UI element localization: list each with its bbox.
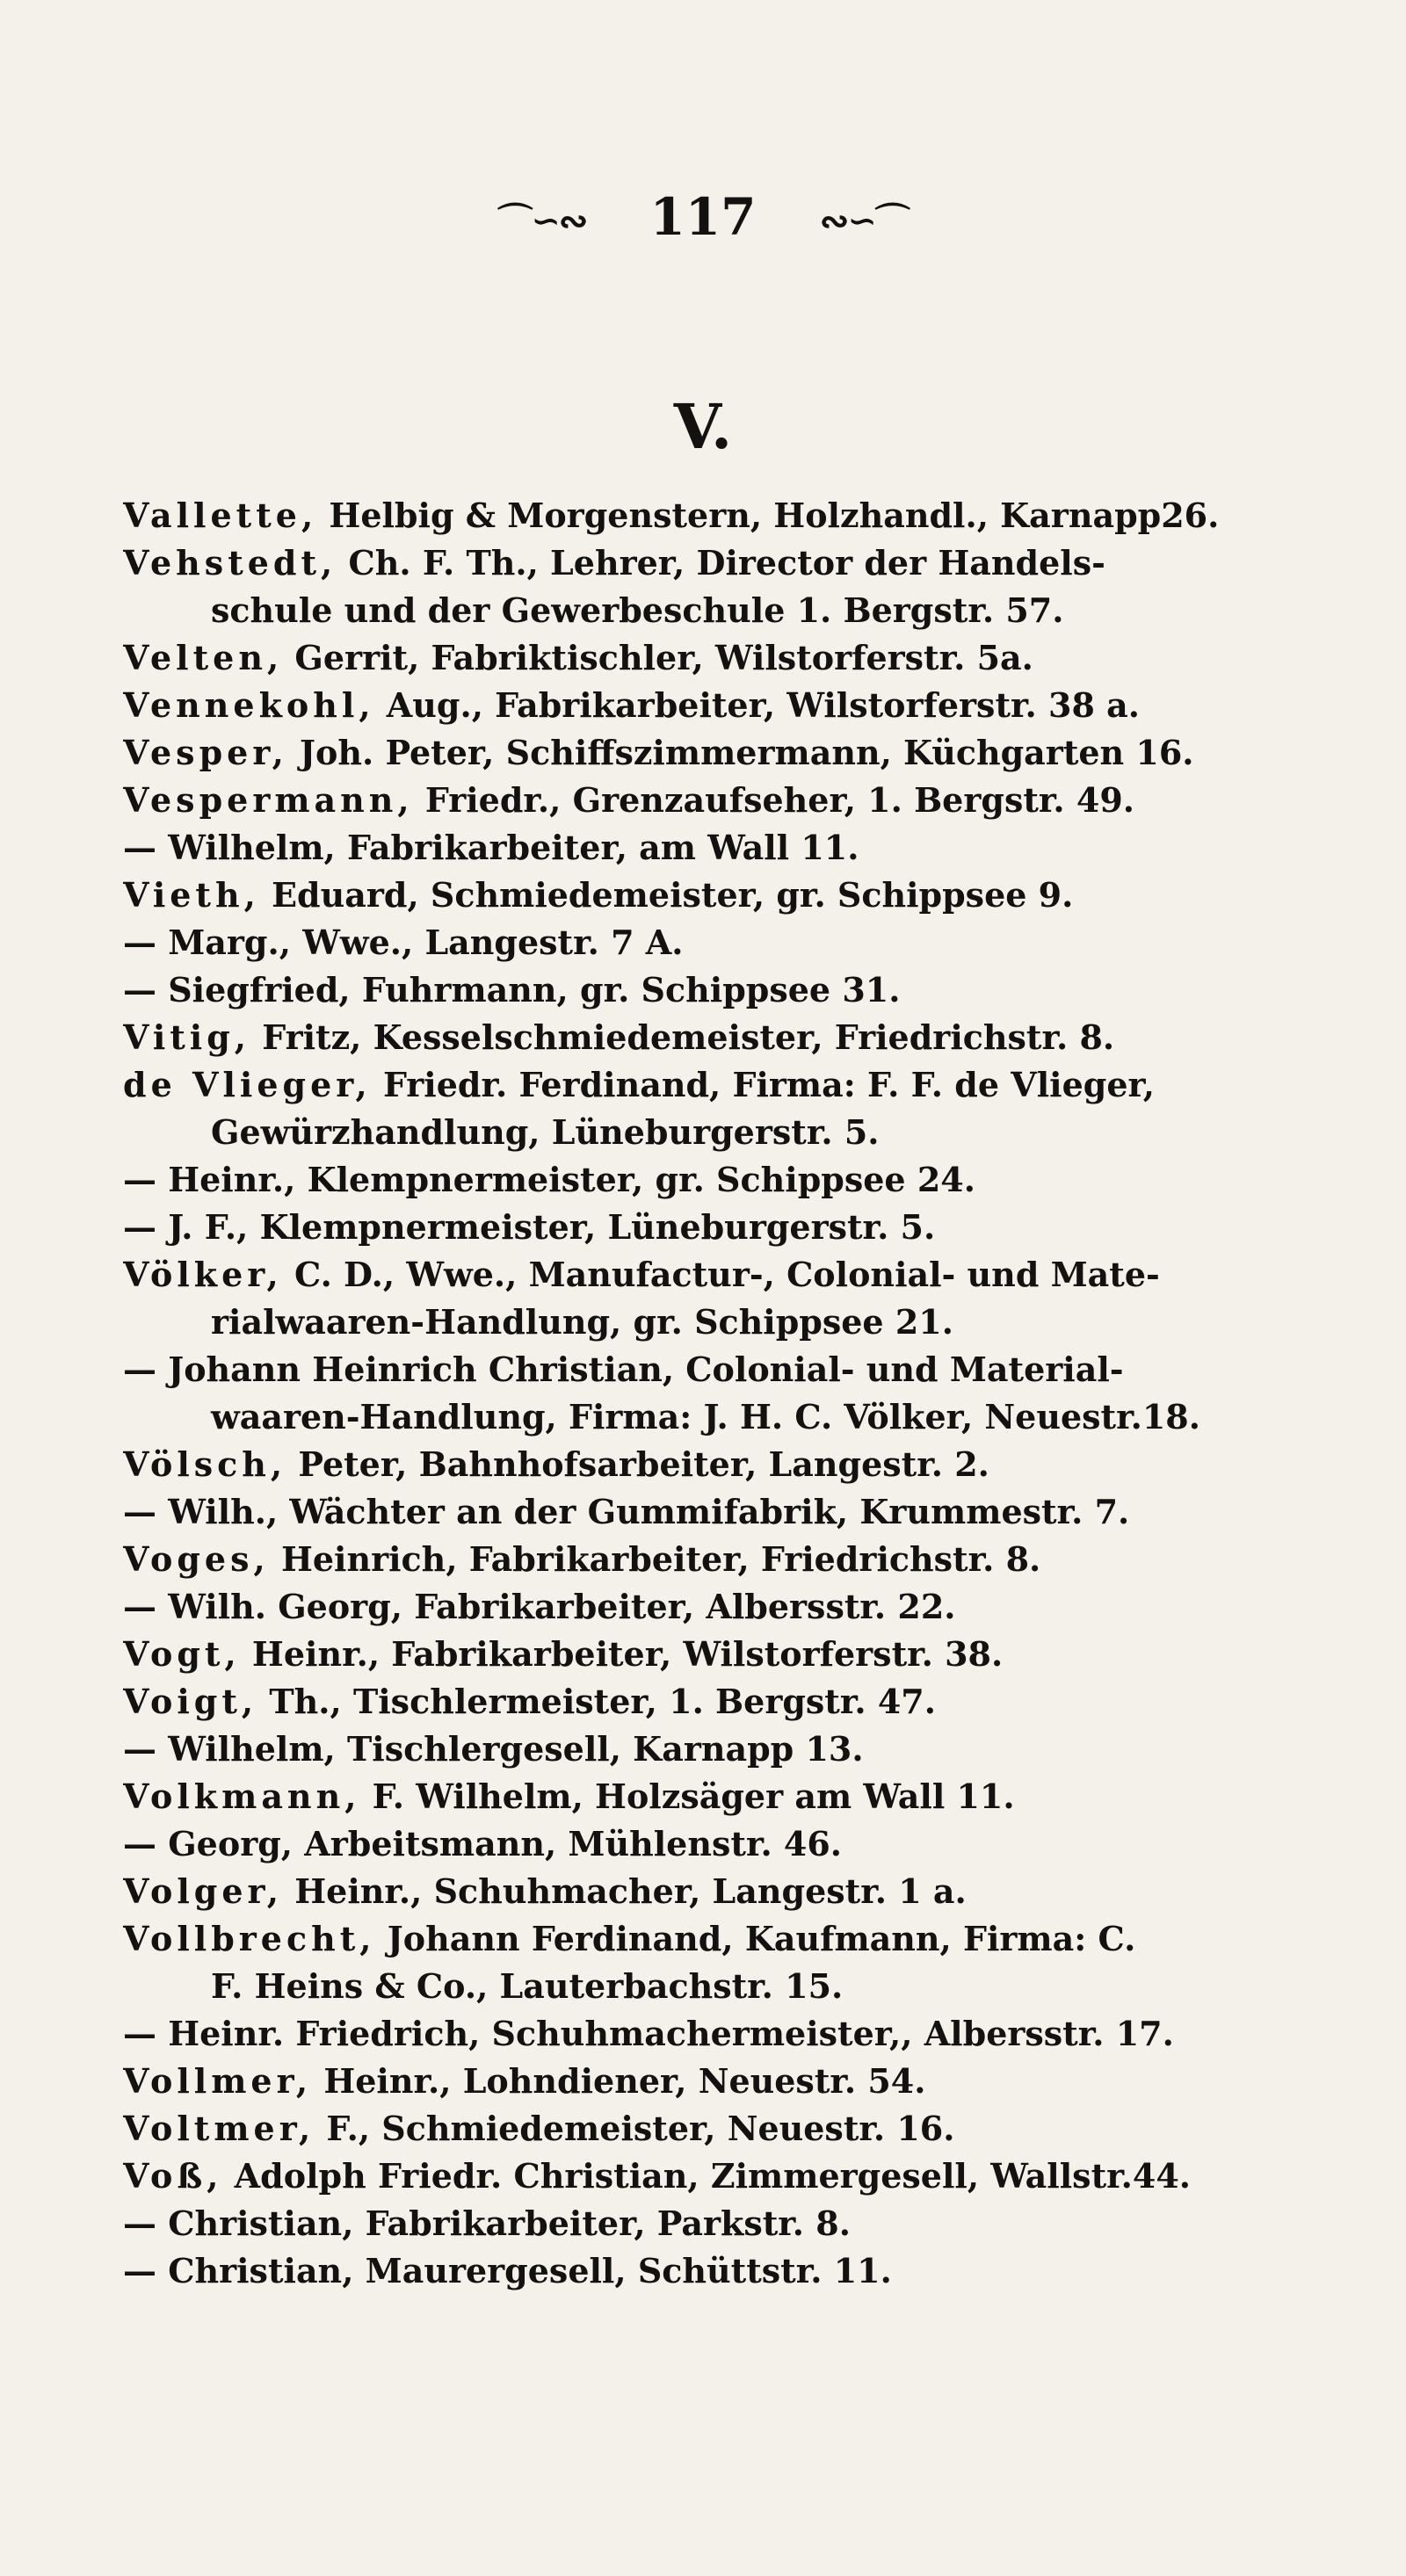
- directory-line: [123, 966, 1257, 1014]
- ornament-right-icon: ∾∽⌒: [819, 200, 909, 242]
- entry-text: — Wilh., Wächter an der Gummifabrik, Krummestr. 7.: [123, 1492, 1130, 1531]
- entry-text: F., Schmiedemeister, Neuestr. 16.: [315, 2109, 955, 2148]
- entry-text: Fritz, Kesselschmiedemeister, Friedrichstr. 8.: [250, 1017, 1115, 1057]
- entry-text: Johann Ferdinand, Kaufmann, Firma: C.: [375, 1919, 1136, 1958]
- entry-text: Friedr., Grenzaufseher, 1. Bergstr. 49.: [413, 780, 1134, 820]
- entry-surname: Velten,: [123, 638, 284, 677]
- directory-line: [123, 1963, 1257, 2010]
- directory-line: [123, 634, 1257, 682]
- entry-text: Aug., Fabrikarbeiter, Wilstorferstr. 38 a.: [374, 685, 1140, 725]
- entry-text: schule und der Gewerbeschule 1. Bergstr. 57.: [211, 590, 1064, 630]
- entry-text: — Wilh. Georg, Fabrikarbeiter, Albersstr. 22.: [123, 1587, 956, 1626]
- directory-line: [123, 1014, 1257, 1061]
- directory-line: [123, 2247, 1257, 2295]
- entry-text: Heinrich, Fabrikarbeiter, Friedrichstr. 8.: [269, 1539, 1041, 1579]
- entry-text: — Heinr. Friedrich, Schuhmachermeister,, Albersstr. 17.: [123, 2014, 1174, 2053]
- entry-text: Gewürzhandlung, Lüneburgerstr. 5.: [211, 1112, 880, 1152]
- directory-line: [123, 1583, 1257, 1631]
- entry-text: Heinr., Schuhmacher, Langestr. 1 a.: [283, 1871, 967, 1911]
- directory-line: [123, 1441, 1257, 1488]
- directory-line: [123, 1488, 1257, 1536]
- entry-text: — Heinr., Klempnermeister, gr. Schippsee 24.: [123, 1160, 975, 1199]
- entry-surname: Voigt,: [123, 1682, 258, 1721]
- entry-text: Peter, Bahnhofsarbeiter, Langestr. 2.: [286, 1444, 989, 1484]
- entry-surname: Vesper,: [123, 733, 288, 772]
- section-letter: V.: [673, 390, 733, 463]
- entry-surname: Vollbrecht,: [123, 1919, 376, 1958]
- directory-line: [123, 2153, 1257, 2200]
- directory-line: [123, 729, 1257, 777]
- entry-surname: Völker,: [123, 1255, 283, 1294]
- entry-text: Eduard, Schmiedemeister, gr. Schippsee 9.: [259, 875, 1074, 915]
- entry-text: Th., Tischlermeister, 1. Bergstr. 47.: [257, 1682, 936, 1721]
- entry-text: — Johann Heinrich Christian, Colonial- und Material-: [123, 1350, 1124, 1389]
- directory-line: [123, 1678, 1257, 1726]
- entry-surname: Vollmer,: [123, 2061, 313, 2101]
- entry-text: C. D., Wwe., Manufactur-, Colonial- und Mate-: [282, 1255, 1160, 1294]
- directory-line: [123, 1156, 1257, 1204]
- directory-line: [123, 919, 1257, 966]
- entry-surname: Vespermann,: [123, 780, 414, 820]
- entry-surname: Vallette,: [123, 496, 318, 535]
- entry-text: — Marg., Wwe., Langestr. 7 A.: [123, 923, 684, 962]
- entry-text: Heinr., Lohndiener, Neuestr. 54.: [312, 2061, 926, 2101]
- directory-line: [123, 1631, 1257, 1678]
- directory-line: [123, 1251, 1257, 1299]
- directory-line: [123, 1393, 1257, 1441]
- directory-line: [123, 1061, 1257, 1109]
- directory-line: [123, 1726, 1257, 1773]
- entry-text: — Wilhelm, Fabrikarbeiter, am Wall 11.: [123, 828, 859, 867]
- entry-text: Helbig & Morgenstern, Holzhandl., Karnapp26.: [317, 496, 1220, 535]
- ornament-left-icon: ⌒∽∾: [497, 200, 587, 242]
- directory-entries: [123, 492, 1257, 2295]
- entry-surname: Voß,: [123, 2156, 223, 2196]
- directory-line: [123, 539, 1257, 587]
- directory-line: [123, 872, 1257, 919]
- page-header: [0, 186, 1406, 252]
- entry-surname: Vennekohl,: [123, 685, 375, 725]
- entry-text: Joh. Peter, Schiffszimmermann, Küchgarten 16.: [287, 733, 1194, 772]
- directory-line: [123, 2058, 1257, 2105]
- directory-line: [123, 1820, 1257, 1868]
- entry-text: waaren-Handlung, Firma: J. H. C. Völker, Neuestr.18.: [211, 1397, 1200, 1436]
- directory-line: [123, 1868, 1257, 1915]
- entry-text: Gerrit, Fabriktischler, Wilstorferstr. 5a.: [283, 638, 1033, 677]
- entry-text: F. Heins & Co., Lauterbachstr. 15.: [211, 1966, 844, 2006]
- directory-line: [123, 492, 1257, 539]
- entry-surname: Völsch,: [123, 1444, 287, 1484]
- entry-surname: de Vlieger,: [123, 1065, 372, 1104]
- entry-surname: Volkmann,: [123, 1776, 361, 1816]
- entry-surname: Vieth,: [123, 875, 260, 915]
- entry-text: Adolph Friedr. Christian, Zimmergesell, Wallstr.44.: [222, 2156, 1191, 2196]
- directory-line: [123, 1536, 1257, 1583]
- entry-surname: Voges,: [123, 1539, 270, 1579]
- entry-surname: Volger,: [123, 1871, 284, 1911]
- entry-surname: Vitig,: [123, 1017, 251, 1057]
- entry-text: — Christian, Maurergesell, Schüttstr. 11.: [123, 2251, 892, 2290]
- entry-surname: Voltmer,: [123, 2109, 315, 2148]
- directory-line: [123, 1773, 1257, 1820]
- directory-line: [123, 1915, 1257, 1963]
- entry-text: Heinr., Fabrikarbeiter, Wilstorferstr. 38.: [240, 1634, 1004, 1674]
- directory-line: [123, 777, 1257, 824]
- directory-line: [123, 2105, 1257, 2153]
- entry-text: rialwaaren-Handlung, gr. Schippsee 21.: [211, 1302, 953, 1342]
- directory-line: [123, 2200, 1257, 2247]
- directory-line: [123, 1109, 1257, 1156]
- entry-surname: Vehstedt,: [123, 543, 337, 582]
- entry-text: — J. F., Klempnermeister, Lüneburgerstr. 5.: [123, 1207, 936, 1247]
- directory-line: [123, 682, 1257, 729]
- entry-text: — Christian, Fabrikarbeiter, Parkstr. 8.: [123, 2203, 851, 2243]
- entry-text: — Wilhelm, Tischlergesell, Karnapp 13.: [123, 1729, 864, 1769]
- entry-text: Friedr. Ferdinand, Firma: F. F. de Vlieger,: [371, 1065, 1155, 1104]
- entry-text: Ch. F. Th., Lehrer, Director der Handels-: [337, 543, 1105, 582]
- directory-line: [123, 587, 1257, 634]
- directory-line: [123, 1346, 1257, 1393]
- page-number: 117: [649, 187, 757, 247]
- entry-text: F. Wilhelm, Holzsäger am Wall 11.: [360, 1776, 1015, 1816]
- directory-line: [123, 1299, 1257, 1346]
- directory-line: [123, 824, 1257, 872]
- entry-text: — Georg, Arbeitsmann, Mühlenstr. 46.: [123, 1824, 843, 1863]
- entry-surname: Vogt,: [123, 1634, 241, 1674]
- directory-line: [123, 1204, 1257, 1251]
- entry-text: — Siegfried, Fuhrmann, gr. Schippsee 31.: [123, 970, 901, 1009]
- directory-line: [123, 2010, 1257, 2058]
